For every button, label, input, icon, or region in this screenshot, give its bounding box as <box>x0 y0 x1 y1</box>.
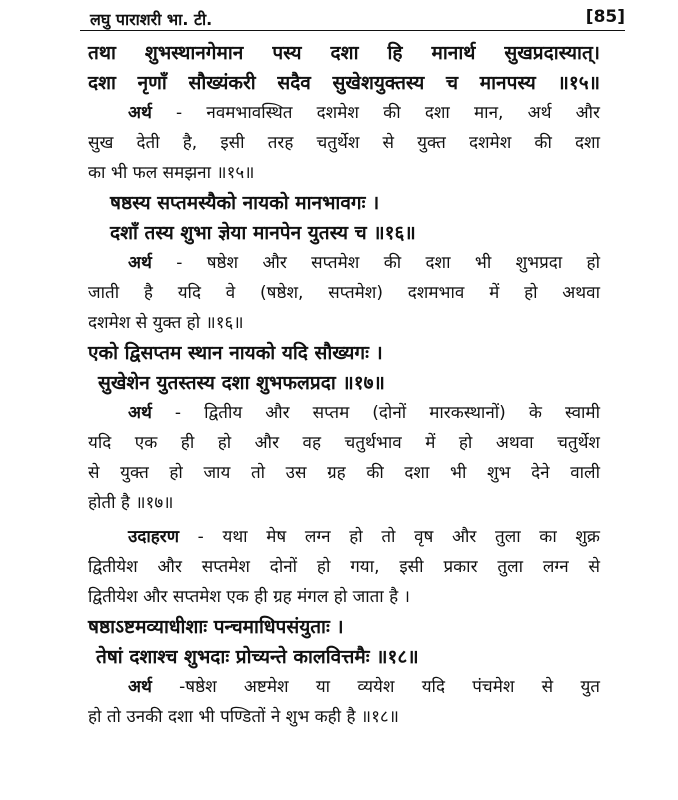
meaning-line: दशमेश से युक्त हो ॥१६॥ <box>88 313 244 333</box>
example-section <box>88 522 600 612</box>
verse-16 <box>88 188 600 248</box>
meaning-17 <box>88 398 600 518</box>
example-line: द्वितीयेश और सप्तमेश एक ही ग्रह मंगल हो जाता है । <box>88 587 410 607</box>
verse-15 <box>88 38 600 98</box>
meaning-15 <box>88 98 600 188</box>
page-header <box>80 0 625 30</box>
verse-line: सुखेशेन युतस्तस्य दशा शुभफलप्रदा ॥१७॥ <box>98 372 385 394</box>
meaning-18 <box>88 672 600 732</box>
meaning-line: सुख देती है, इसी तरह चतुर्थेश से युक्त दशमेश की दशा <box>88 133 600 153</box>
meaning-line: होती है ॥१७॥ <box>88 493 174 513</box>
verse-line: एको द्विसप्तम स्थान नायको यदि सौख्यगः । <box>88 342 383 364</box>
meaning-line: अर्थ -षष्ठेश अष्टमेश या व्ययेश यदि पंचमेश से युत <box>128 677 600 697</box>
verse-line: षष्ठाऽष्टमव्याधीशाः पन्चमाधिपसंयुताः । <box>88 616 344 638</box>
verse-line: तेषां दशाश्च शुभदाः प्रोच्यन्ते कालवित्तमैः ॥१८॥ <box>96 646 419 668</box>
meaning-line: जाती है यदि वे (षष्ठेश, सप्तमेश) दशमभाव में हो अथवा <box>88 283 600 303</box>
meaning-line: से युक्त हो जाय तो उस ग्रह की दशा भी शुभ देने वाली <box>88 463 600 483</box>
meaning-16 <box>88 248 600 338</box>
header-rule <box>80 30 625 31</box>
meaning-label: अर्थ <box>128 677 152 697</box>
example-label: उदाहरण <box>128 527 180 547</box>
meaning-line: अर्थ - षष्ठेश और सप्तमेश की दशा भी शुभप्रदा हो <box>128 253 600 273</box>
meaning-line: यदि एक ही हो और वह चतुर्थभाव में हो अथवा चतुर्थेश <box>88 433 600 453</box>
meaning-label: अर्थ <box>128 403 152 423</box>
meaning-line: अर्थ - नवमभावस्थित दशमेश की दशा मान, अर्थ और <box>128 103 600 123</box>
meaning-line: का भी फल समझना ॥१५॥ <box>88 163 255 183</box>
verse-18 <box>88 612 600 672</box>
meaning-line: हो तो उनकी दशा भी पण्डितों ने शुभ कही है ॥१८॥ <box>88 707 399 727</box>
page-number: [85] <box>585 7 625 27</box>
meaning-line: अर्थ - द्वितीय और सप्तम (दोनों मारकस्थानों) के स्वामी <box>128 403 600 423</box>
meaning-label: अर्थ <box>128 253 152 273</box>
page-body <box>88 38 600 732</box>
running-title: लघु पाराशरी भा. टी. <box>90 10 213 29</box>
example-line: उदाहरण - यथा मेष लग्न हो तो वृष और तुला का शुक्र <box>128 527 600 547</box>
meaning-label: अर्थ <box>128 103 152 123</box>
verse-line: षष्ठस्य सप्तमस्यैको नायको मानभावगः । <box>110 192 380 214</box>
verse-line: दशाँ तस्य शुभा ज्ञेया मानपेन युतस्य च ॥१६॥ <box>110 222 416 244</box>
verse-line: तथा शुभस्थानगेमान पस्य दशा हि मानार्थ सुखप्रदास्यात्। <box>88 42 600 64</box>
verse-17 <box>88 338 600 398</box>
verse-line: दशा नृणाँ सौख्यंकरी सदैव सुखेशयुक्तस्य च मानपस्य ॥१५॥ <box>88 72 600 94</box>
example-line: द्वितीयेश और सप्तमेश दोनों हो गया, इसी प्रकार तुला लग्न से <box>88 557 600 577</box>
